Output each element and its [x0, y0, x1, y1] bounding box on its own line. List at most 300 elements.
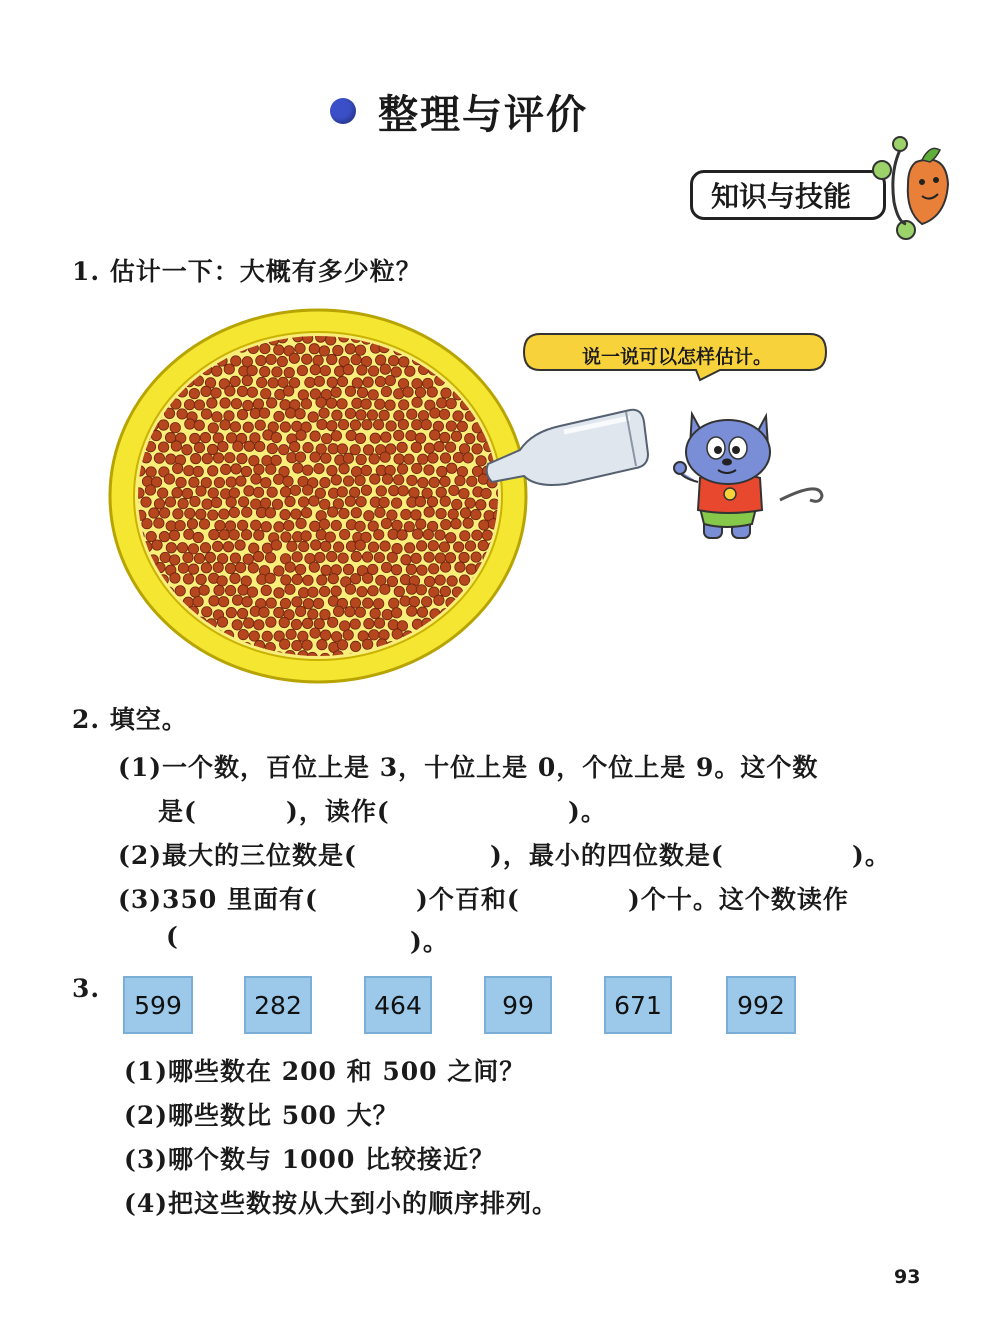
bean: [219, 509, 229, 519]
bean: [296, 518, 306, 528]
bean: [441, 388, 451, 398]
bean: [243, 400, 253, 410]
bean: [356, 497, 366, 507]
bean: [355, 433, 365, 443]
bean: [449, 485, 459, 495]
bean: [379, 630, 389, 640]
question-2-part-3-a: (3)350 里面有(: [118, 885, 318, 914]
bean: [199, 519, 209, 529]
bean: [394, 430, 404, 440]
bean: [175, 586, 185, 596]
bean: [187, 519, 197, 529]
bean: [260, 498, 270, 508]
bean: [363, 377, 373, 387]
bean: [229, 530, 239, 540]
bean: [292, 552, 302, 562]
bean: [331, 586, 341, 596]
bean: [178, 653, 188, 663]
number-box: 599: [123, 976, 193, 1034]
bean: [382, 609, 392, 619]
bean: [482, 530, 492, 540]
bean: [237, 409, 247, 419]
bean: [291, 509, 301, 519]
bean: [397, 530, 407, 540]
bean: [274, 607, 284, 617]
bean: [343, 630, 353, 640]
bean: [256, 377, 266, 387]
bean: [267, 443, 277, 453]
bean: [308, 609, 318, 619]
bean: [362, 552, 372, 562]
bean: [403, 387, 413, 397]
bean: [452, 499, 462, 509]
bean: [279, 639, 289, 649]
bean: [274, 411, 284, 421]
bean: [412, 397, 422, 407]
bean: [355, 521, 365, 531]
bean: [364, 511, 374, 521]
bean: [289, 442, 299, 452]
bean: [297, 365, 307, 375]
bean: [208, 488, 218, 498]
bean: [279, 617, 289, 627]
bean: [416, 541, 426, 551]
bean: [183, 574, 193, 584]
bean: [200, 543, 210, 553]
bean: [285, 408, 295, 418]
bean: [172, 463, 182, 473]
bean: [475, 628, 485, 638]
bean: [211, 388, 221, 398]
bean: [488, 365, 498, 375]
bean: [424, 465, 434, 475]
question-2-part-3-line-2-close: )。: [410, 927, 449, 956]
bean: [274, 522, 284, 532]
bean: [292, 640, 302, 650]
bean: [194, 442, 204, 452]
bean: [374, 529, 384, 539]
bean: [229, 507, 239, 517]
bean: [201, 386, 211, 396]
bean: [394, 586, 404, 596]
bean: [488, 344, 498, 354]
question-3-sub-4: (4)把这些数按从大到小的顺序排列。: [124, 1189, 559, 1218]
bean: [412, 420, 422, 430]
bean: [301, 508, 311, 518]
bean: [345, 584, 355, 594]
bean: [320, 609, 330, 619]
bean: [405, 366, 415, 376]
bean: [280, 487, 290, 497]
bean: [352, 378, 362, 388]
bean: [295, 564, 305, 574]
bean: [397, 464, 407, 474]
bean: [320, 630, 330, 640]
title-bullet-icon: [330, 98, 356, 124]
bean: [237, 386, 247, 396]
bean: [178, 498, 188, 508]
bean: [247, 387, 257, 397]
bean: [320, 541, 330, 551]
bean: [448, 509, 458, 519]
bean: [172, 488, 182, 498]
bean: [295, 343, 305, 353]
bean: [196, 574, 206, 584]
bean: [285, 496, 295, 506]
bean: [357, 365, 367, 375]
bean: [293, 463, 303, 473]
bean: [317, 419, 327, 429]
bean: [376, 486, 386, 496]
bean: [333, 542, 343, 552]
bean: [209, 529, 219, 539]
bean: [445, 442, 455, 452]
bean: [337, 376, 347, 386]
bean: [260, 343, 270, 353]
bean: [280, 598, 290, 608]
bean: [406, 564, 416, 574]
bean: [310, 365, 320, 375]
bean: [284, 520, 294, 530]
bean: [271, 432, 281, 442]
bean: [401, 509, 411, 519]
bean: [369, 454, 379, 464]
bean: [130, 610, 140, 620]
bean: [160, 353, 170, 363]
bean: [337, 640, 347, 650]
question-2-part-3-line-2-open: (: [166, 922, 179, 951]
bean: [248, 563, 258, 573]
bean: [196, 509, 206, 519]
question-3-sub-3: (3)哪个数与 1000 比较接近？: [124, 1145, 496, 1174]
bean: [350, 574, 360, 584]
number-box: 464: [364, 976, 432, 1034]
bean: [266, 617, 276, 627]
bean: [427, 497, 437, 507]
bean: [407, 475, 417, 485]
bean: [158, 442, 168, 452]
bean: [295, 409, 305, 419]
bean: [141, 345, 151, 355]
bean: [361, 485, 371, 495]
bean: [439, 542, 449, 552]
bean: [212, 366, 222, 376]
bean: [368, 390, 378, 400]
bean: [285, 562, 295, 572]
bean: [361, 399, 371, 409]
bean: [478, 540, 488, 550]
bean: [439, 409, 449, 419]
bean: [490, 607, 500, 617]
bean: [231, 399, 241, 409]
bean: [385, 375, 395, 385]
bean: [387, 576, 397, 586]
bean: [379, 410, 389, 420]
bean: [328, 573, 338, 583]
bean: [369, 630, 379, 640]
bean: [327, 377, 337, 387]
bean: [285, 584, 295, 594]
bean: [343, 564, 353, 574]
bean: [158, 420, 168, 430]
bean: [453, 411, 463, 421]
bean: [320, 365, 330, 375]
bean: [418, 477, 428, 487]
bean: [196, 486, 206, 496]
bean: [467, 651, 477, 661]
bean: [375, 399, 385, 409]
bean: [459, 331, 469, 341]
bean: [265, 508, 275, 518]
bean: [165, 651, 175, 661]
bean: [409, 488, 419, 498]
bean: [211, 497, 221, 507]
bean: [237, 453, 247, 463]
bean: [313, 355, 323, 365]
bean: [277, 356, 287, 366]
bean: [147, 620, 157, 630]
question-2-title: 2. 填空。: [72, 705, 188, 734]
bean: [319, 519, 329, 529]
bean: [368, 366, 378, 376]
bean: [177, 542, 187, 552]
bean: [182, 445, 192, 455]
speech-bubble-text: 说一说可以怎样估计。: [581, 345, 772, 368]
bean: [169, 555, 179, 565]
bean: [412, 529, 422, 539]
bean: [129, 344, 139, 354]
bean: [261, 522, 271, 532]
bean: [435, 575, 445, 585]
bean: [226, 607, 236, 617]
bean: [268, 378, 278, 388]
bean: [352, 398, 362, 408]
bean: [446, 533, 456, 543]
bean: [337, 399, 347, 409]
bean: [316, 397, 326, 407]
bean: [379, 497, 389, 507]
bean: [253, 399, 263, 409]
bean: [470, 641, 480, 651]
bean: [356, 410, 366, 420]
bean: [434, 441, 444, 451]
bean: [467, 476, 477, 486]
bean: [465, 433, 475, 443]
bean: [314, 463, 324, 473]
bean: [436, 508, 446, 518]
bean: [266, 398, 276, 408]
bean: [232, 595, 242, 605]
bean: [381, 386, 391, 396]
bean: [319, 499, 329, 509]
carrot-mascot-icon: [860, 132, 960, 244]
bean: [154, 651, 164, 661]
bean: [249, 631, 259, 641]
bean: [460, 531, 470, 541]
bean: [317, 575, 327, 585]
bean: [411, 442, 421, 452]
bean: [466, 564, 476, 574]
bean: [495, 354, 505, 364]
bean: [345, 386, 355, 396]
bottle-icon: [480, 402, 650, 502]
bean: [355, 475, 365, 485]
bean: [254, 530, 264, 540]
bean: [451, 431, 461, 441]
bean: [143, 653, 153, 663]
bean: [440, 453, 450, 463]
bean: [310, 628, 320, 638]
bean: [166, 454, 176, 464]
bean: [290, 485, 300, 495]
bean: [327, 617, 337, 627]
bean: [281, 575, 291, 585]
bean: [217, 617, 227, 627]
bean: [230, 422, 240, 432]
bean: [398, 419, 408, 429]
bean: [345, 408, 355, 418]
question-2-part-3-c: )个十。这个数读作: [628, 885, 849, 914]
bean: [477, 342, 487, 352]
bean: [266, 464, 276, 474]
bean: [175, 520, 185, 530]
bean: [274, 345, 284, 355]
question-2-part-1-end: )。: [568, 797, 607, 826]
bean: [224, 364, 234, 374]
bean: [477, 652, 487, 662]
bean: [259, 408, 269, 418]
bean: [364, 618, 374, 628]
bean: [225, 452, 235, 462]
bean: [490, 652, 500, 662]
bean: [416, 519, 426, 529]
bean: [241, 530, 251, 540]
bean: [130, 367, 140, 377]
bean: [190, 453, 200, 463]
bean: [265, 552, 275, 562]
bean: [183, 552, 193, 562]
bean: [283, 476, 293, 486]
bean: [219, 530, 229, 540]
bean: [184, 399, 194, 409]
bean: [157, 488, 167, 498]
bean: [244, 441, 254, 451]
bean: [339, 529, 349, 539]
bean: [309, 496, 319, 506]
bean: [303, 442, 313, 452]
bean: [406, 430, 416, 440]
bean: [452, 652, 462, 662]
bean: [326, 551, 336, 561]
question-2-part-1-line-1: (1)一个数，百位上是 3，十位上是 0，个位上是 9。这个数: [118, 753, 819, 782]
bean: [393, 475, 403, 485]
bean: [319, 346, 329, 356]
number-box: 992: [726, 976, 796, 1034]
bean: [310, 452, 320, 462]
bean: [193, 466, 203, 476]
bean: [435, 530, 445, 540]
bean: [292, 597, 302, 607]
question-2-part-2-b: )，最小的四位数是(: [490, 841, 724, 870]
bean: [214, 477, 224, 487]
bean: [415, 496, 425, 506]
bean: [327, 507, 337, 517]
bean: [169, 530, 179, 540]
bean: [226, 497, 236, 507]
bean: [194, 553, 204, 563]
bean: [355, 345, 365, 355]
bean: [496, 640, 506, 650]
bean: [267, 487, 277, 497]
bean: [385, 400, 395, 410]
question-3-label: 3.: [72, 974, 101, 1003]
bean: [338, 553, 348, 563]
question-2-part-1-blank-a: 是(: [158, 797, 197, 826]
bean: [218, 441, 228, 451]
bean: [362, 419, 372, 429]
bean: [313, 598, 323, 608]
bean: [238, 629, 248, 639]
bean: [214, 585, 224, 595]
bean: [391, 565, 401, 575]
bean: [137, 620, 147, 630]
bean: [166, 543, 176, 553]
bean: [440, 586, 450, 596]
bean: [209, 596, 219, 606]
bean: [446, 398, 456, 408]
bean: [440, 432, 450, 442]
number-box: 282: [244, 976, 312, 1034]
bean: [171, 441, 181, 451]
bean: [292, 574, 302, 584]
bean: [170, 573, 180, 583]
bean: [295, 606, 305, 616]
bean: [253, 487, 263, 497]
bean: [182, 488, 192, 498]
bean: [388, 356, 398, 366]
bean: [451, 519, 461, 529]
bean: [202, 499, 212, 509]
bean: [243, 618, 253, 628]
bean: [345, 607, 355, 617]
bean: [469, 332, 479, 342]
bean: [440, 476, 450, 486]
bean: [497, 597, 507, 607]
cat-mascot-icon: [670, 400, 830, 550]
bean: [381, 562, 391, 572]
question-2-part-1-blank-b: )，读作(: [286, 797, 390, 826]
bean: [284, 367, 294, 377]
bean: [477, 365, 487, 375]
bean: [141, 366, 151, 376]
bean: [496, 377, 506, 387]
bean: [207, 398, 217, 408]
bean: [225, 585, 235, 595]
bean: [159, 508, 169, 518]
bean: [141, 497, 151, 507]
bean: [397, 442, 407, 452]
bean: [380, 541, 390, 551]
bean: [337, 444, 347, 454]
bean: [339, 464, 349, 474]
bean: [424, 443, 434, 453]
bean: [339, 508, 349, 518]
question-3-sub-1: (1)哪些数在 200 和 500 之间？: [124, 1057, 526, 1086]
bean: [332, 410, 342, 420]
bean: [447, 463, 457, 473]
bean: [404, 521, 414, 531]
bean: [208, 466, 218, 476]
